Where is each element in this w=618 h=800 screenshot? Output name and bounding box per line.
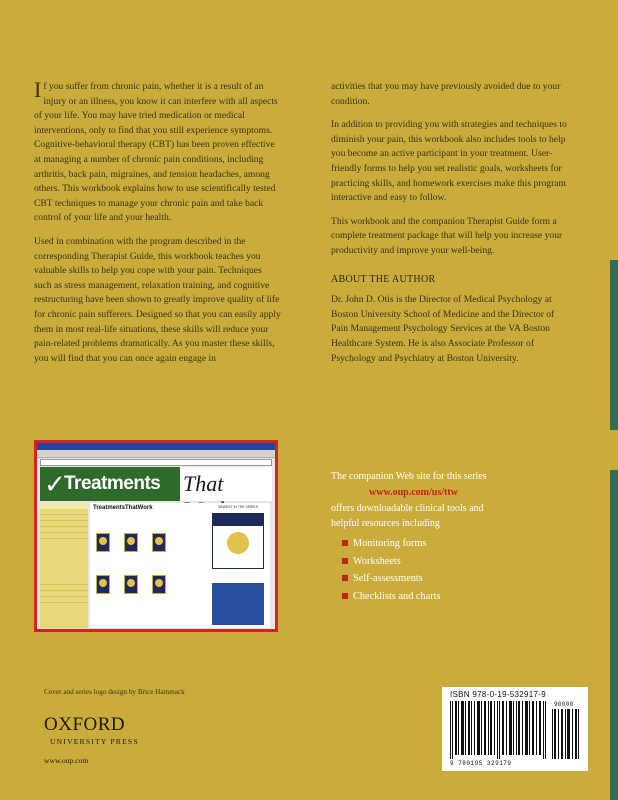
body-paragraph: In addition to providing you with strategies and techniques to diminish your pain, this workbook also includes tools to help you become an active participant in your treatment. User-friendly forms to help you set realistic goals, worksheets for practicing skills, and homework exercises make this program interactive and easy to follow.: [331, 119, 567, 204]
site-banner: [40, 467, 272, 501]
checkmark-icon: ✓: [44, 469, 66, 499]
browser-titlebar: [37, 443, 275, 450]
list-item: Monitoring forms: [331, 535, 571, 553]
about-author-heading: ABOUT THE AUTHOR: [331, 273, 436, 285]
book-thumbnail: [152, 533, 166, 552]
companion-line: helpful resources including: [331, 517, 440, 529]
about-author-text: Dr. John D. Otis is the Director of Medical Psychology at Boston University School of Medicine and the Director of Pain Management Psychology Services at the VA Boston Healthcare System. He is also Associate Professor of Psychology and Psychiatry at Boston University.: [331, 294, 555, 364]
body-paragraph: activities that you may have previously avoided due to your condition.: [331, 81, 561, 107]
browser-toolbar: [37, 450, 275, 458]
intro-paragraph: If you suffer from chronic pain, whether it is a result of an injury or an illness, you know it can interfere with all aspects of your life. You may have tried medication or medical interventions, only to find that you still experience symptoms. Cognitive-behavioral therapy (CBT) has been proven effective at managing a number of chronic pain conditions, including arthritis, back pain, migraines, and tension headaches, among others. This workbook explains how to use scientifically tested CBT techniques to manage your chronic pain and take back control of your life and your health.: [34, 77, 278, 224]
featured-book-2: [212, 583, 264, 625]
resource-list: [331, 535, 571, 605]
publisher-subtitle: UNIVERSITY PRESS: [50, 737, 139, 746]
bullet-square-icon: [342, 593, 348, 599]
book-thumbnail: [96, 533, 110, 552]
body-paragraph: Used in combination with the program described in the corresponding Therapist Guide, this workbook teaches you valuable skills to help you cope with your pain. Techniques such as stress management, relaxation training, and cognitive restructuring have been shown to greatly improve quality of life for chronic pain sufferers. Designed so that you can easily apply them in most real-life situations, these skills will reduce your pain-related problems dramatically. As you master these skills, you will find that you can once again engage in: [34, 235, 281, 364]
companion-site-block: [331, 470, 571, 605]
featured-book: [212, 513, 264, 569]
edge-strip-top: [610, 260, 618, 430]
barcode-digits: 9 780195 329179: [450, 760, 512, 767]
publisher-website[interactable]: www.oup.com: [44, 756, 89, 765]
list-item: Checklists and charts: [331, 588, 571, 606]
right-column: [331, 80, 568, 375]
companion-line: offers downloadable clinical tools and: [331, 503, 484, 515]
companion-line: The companion Web site for this series: [331, 471, 487, 482]
cover-credit: Cover and series logo design by Brice Hammack: [44, 688, 185, 696]
list-item: Worksheets: [331, 553, 571, 571]
bullet-square-icon: [342, 575, 348, 581]
book-thumbnail: [124, 575, 138, 594]
book-thumbnail: [124, 533, 138, 552]
edge-strip-bottom: [610, 470, 618, 800]
newest-heading: NEWEST IN THE SERIES: [218, 505, 258, 509]
barcode-icon: [450, 701, 548, 759]
left-column: [34, 77, 281, 375]
banner-title-right: That: [183, 471, 224, 496]
banner-title-left: Treatments: [64, 473, 161, 494]
book-thumbnail: [152, 575, 166, 594]
isbn-text: ISBN 978-0-19-532917-9: [450, 690, 546, 699]
site-main: [90, 503, 270, 628]
list-item: Self-assessments: [331, 570, 571, 588]
site-sidebar: [40, 503, 88, 628]
isbn-barcode: [442, 687, 588, 771]
browser-address-bar: [40, 459, 272, 466]
companion-url[interactable]: www.oup.com/us/ttw: [369, 486, 458, 498]
barcode-addon-icon: [552, 709, 580, 759]
book-thumbnail: [96, 575, 110, 594]
bullet-square-icon: [342, 540, 348, 546]
barcode-addon-digits: 90000: [554, 701, 574, 708]
publisher-logo: OXFORD: [44, 714, 126, 735]
website-screenshot: [34, 440, 278, 632]
bullet-square-icon: [342, 558, 348, 564]
site-main-heading: TreatmentsThatWork: [93, 505, 153, 511]
body-paragraph: This workbook and the companion Therapist Guide form a complete treatment package that will help you increase your productivity and improve your well-being.: [331, 215, 563, 256]
